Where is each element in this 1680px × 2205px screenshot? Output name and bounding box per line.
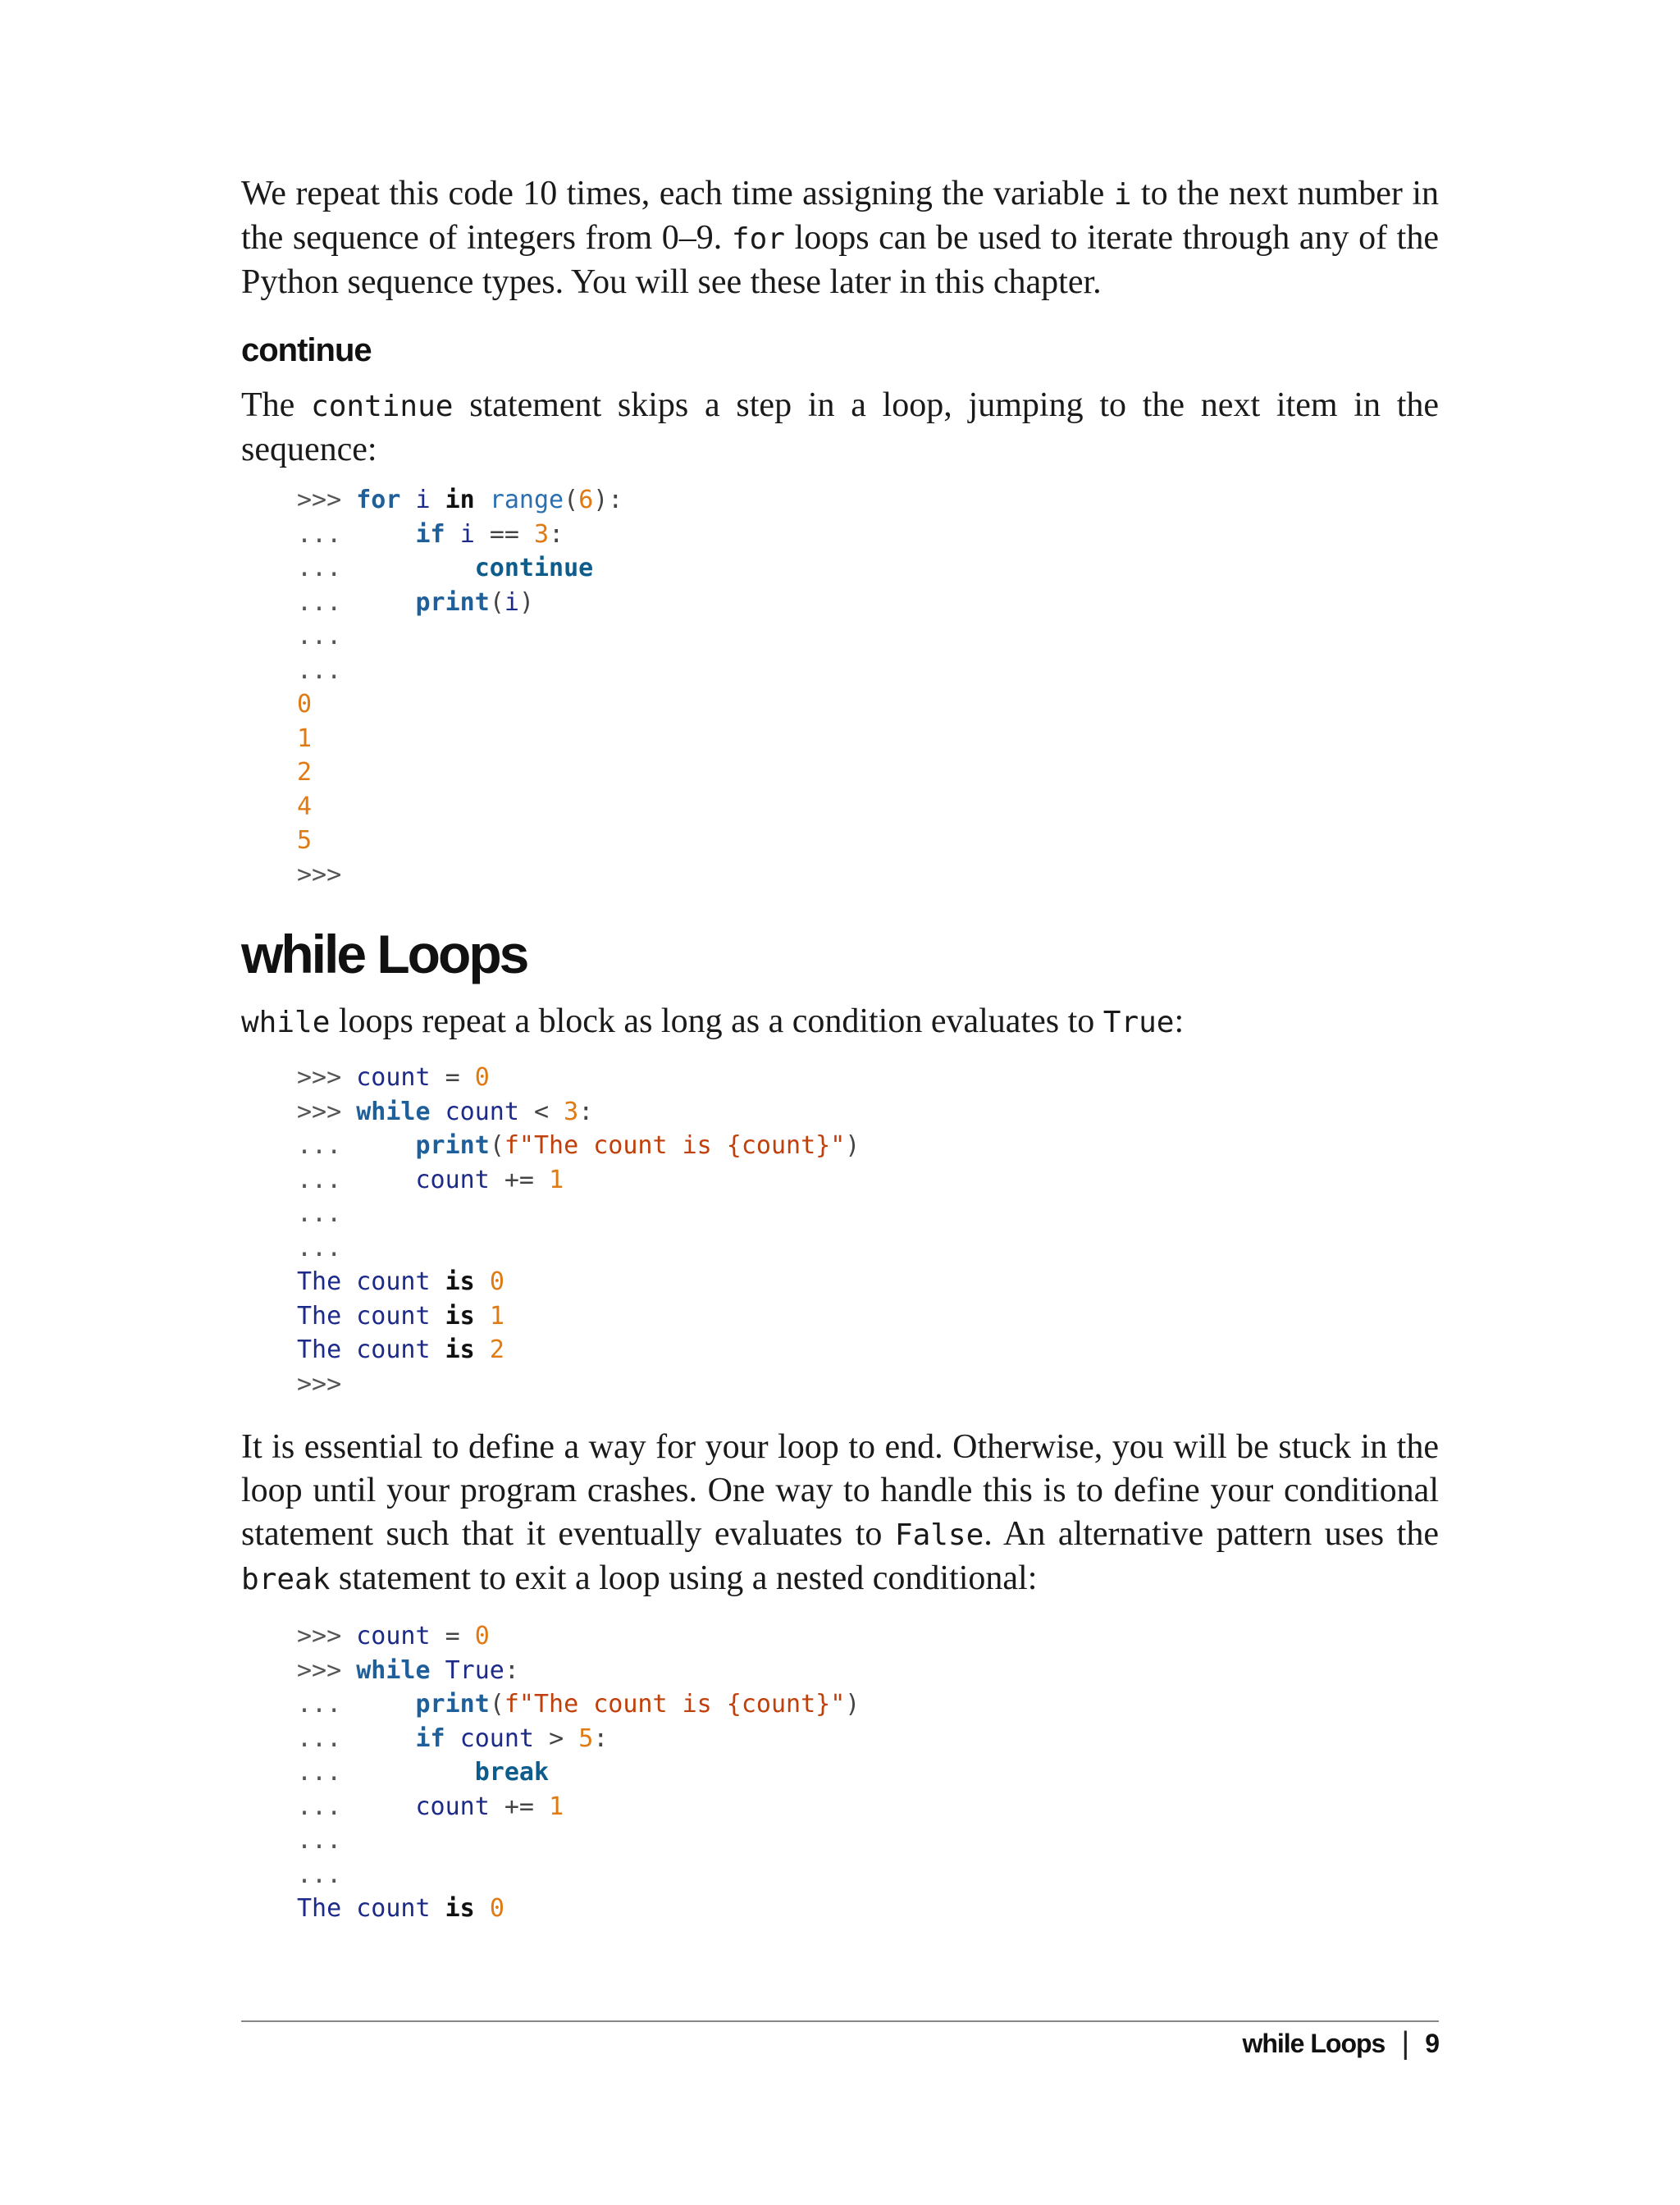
continue-paragraph: The continue statement skips a step in a loop, jumping to the next item in the sequence: bbox=[241, 386, 1440, 468]
intro-paragraph: We repeat this code 10 times, each time assigning the variable i to the next number in the sequence of integers from 0–9. for loops can be used to iterate through any of the Python sequence types. You will see these later in this chapter. bbox=[241, 175, 1439, 301]
while-code-block: >>> count = 0 >>> while count < 3: ... print(f"The count is {count}") ... count += 1 ... ... The count is 0 The count is 1 The count is 2 >>> bbox=[297, 1063, 861, 1399]
footer-divider bbox=[241, 2020, 1439, 2022]
inline-code-false: False bbox=[894, 1518, 984, 1552]
inline-code-true: True bbox=[1102, 1006, 1175, 1039]
footer-section-title: while Loops bbox=[1242, 2029, 1386, 2058]
while-paragraph: while loops repeat a block as long as a condition evaluates to True: bbox=[241, 1002, 1185, 1040]
page-footer bbox=[1242, 2026, 1439, 2061]
break-code-block: >>> count = 0 >>> while True: ... print(f"The count is {count}") ... if count > 5: ... break ... count += 1 ... ... The count is 0 bbox=[297, 1622, 861, 1923]
page-number: 9 bbox=[1425, 2029, 1439, 2058]
inline-code-continue: continue bbox=[311, 390, 454, 423]
footer-separator: | bbox=[1401, 2026, 1409, 2061]
continue-code-block: >>> for i in range(6): ... if i == 3: ... continue ... print(i) ... ... 0 1 2 4 5 >>> bbox=[297, 486, 623, 889]
break-paragraph: It is essential to define a way for your loop to end. Otherwise, you will be stuck in the loop until your program crashes. One way to handle this is to define your conditional statement such that it eventually evaluates to False. An alternative pattern uses the break statement to exit a loop using a nested conditional: bbox=[241, 1428, 1439, 1597]
inline-code-for: for bbox=[731, 222, 785, 256]
inline-code-while: while bbox=[241, 1006, 331, 1039]
continue-heading: continue bbox=[241, 332, 372, 368]
inline-code-i: i bbox=[1113, 178, 1132, 212]
inline-code-break: break bbox=[241, 1563, 331, 1596]
page-content bbox=[241, 172, 1439, 1926]
while-loops-heading: while Loops bbox=[241, 924, 527, 984]
